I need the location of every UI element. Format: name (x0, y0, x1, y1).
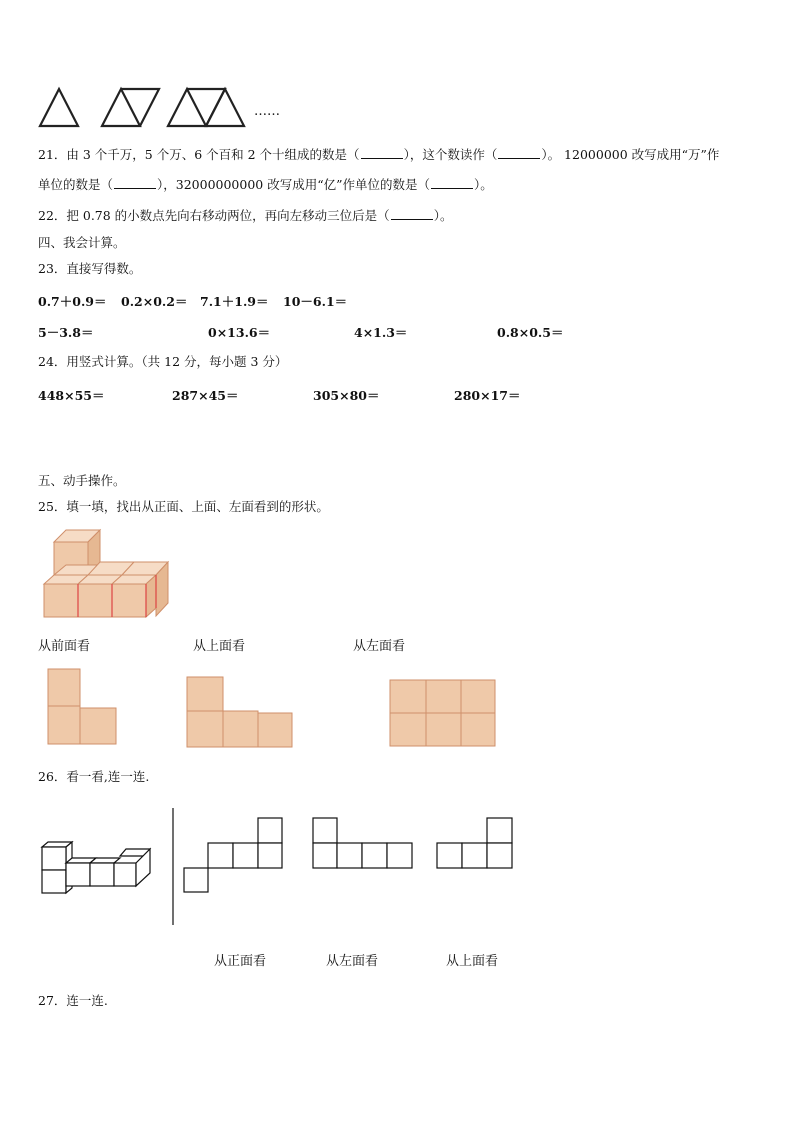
view-label-top: 从上面看 (193, 639, 246, 654)
calc-item: 0.2×0.2＝ (121, 294, 188, 309)
calc-item: 5－3.8＝ (38, 325, 94, 340)
question-23-title: 23．直接写得数。 (38, 261, 142, 276)
question-25-title: 25．填一填，找出从正面、上面、左面看到的形状。 (38, 499, 329, 514)
match-label-front: 从正面看 (214, 954, 267, 969)
section-5-heading: 五、动手操作。 (38, 473, 126, 488)
match-label-top: 从上面看 (446, 954, 499, 969)
calc-item: 10－6.1＝ (283, 294, 348, 309)
vertical-calc-item: 280×17＝ (454, 388, 521, 403)
calc-item: 4×1.3＝ (354, 325, 408, 340)
question-22: 22．把 0.78 的小数点先向右移动两位，再向左移动三位后是（ ）。 (38, 208, 453, 223)
vertical-calc-item: 448×55＝ (38, 388, 105, 403)
calc-item: 0×13.6＝ (208, 325, 271, 340)
calc-item: 0.8×0.5＝ (497, 325, 564, 340)
calc-item: 0.7＋0.9＝ (38, 294, 107, 309)
vertical-calc-item: 287×45＝ (172, 388, 239, 403)
view-label-left: 从左面看 (353, 639, 406, 654)
question-21-line-2: 单位的数是（ ），32000000000 改写成用“亿”作单位的数是（ ）。 (38, 177, 493, 192)
ellipsis-dots: …… (254, 104, 280, 119)
section-4-heading: 四、我会计算。 (38, 235, 126, 250)
view-label-front: 从前面看 (38, 639, 91, 654)
question-26-title: 26．看一看,连一连. (38, 769, 150, 784)
match-label-left: 从左面看 (326, 954, 379, 969)
question-27-title: 27．连一连. (38, 993, 108, 1008)
vertical-calc-item: 305×80＝ (313, 388, 380, 403)
question-24-title: 24．用竖式计算。（共 12 分，每小题 3 分） (38, 354, 288, 369)
question-21-line-1: 21．由 3 个千万，5 个万、6 个百和 2 个十组成的数是（ ），这个数读作（ ）。 12000000 改写成用“万”作 (38, 147, 720, 162)
calc-item: 7.1＋1.9＝ (200, 294, 269, 309)
